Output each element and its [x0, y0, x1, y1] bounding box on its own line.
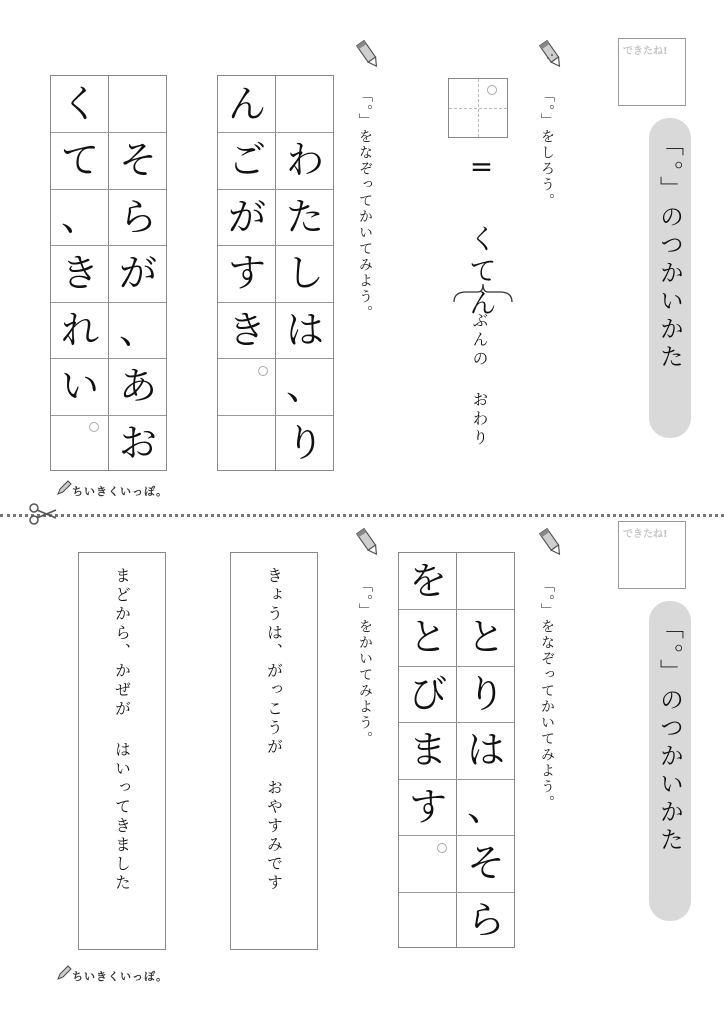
grid-char: い: [60, 363, 99, 408]
done-label: できたね!: [623, 529, 668, 540]
example-box: [448, 78, 508, 138]
grid-char: 、: [60, 194, 99, 239]
grid-char: は: [466, 727, 505, 772]
writing-grid-2: [50, 75, 167, 471]
pencil-icon: [355, 528, 381, 558]
grid-char: あ: [118, 363, 157, 408]
grid-char: 、: [118, 307, 157, 352]
writing-grid-1: [217, 75, 334, 471]
grid-char: き: [227, 307, 266, 352]
grid-char: ま: [408, 727, 447, 772]
grid-char: 、: [466, 784, 505, 829]
example-note: ぶんの おわり: [470, 312, 489, 448]
pencil-icon: [56, 480, 72, 496]
instruction-learn: 「。」をしろう。: [539, 88, 555, 209]
pencil-icon: [56, 965, 72, 981]
grid-char: を: [408, 558, 447, 603]
writing-grid-3: [398, 552, 515, 948]
pencil-icon: [538, 40, 564, 70]
grid-char: が: [227, 194, 266, 239]
grid-char: て: [60, 137, 99, 182]
page-title-bottom: 「。」のつかいかた: [649, 601, 691, 921]
instruction-write: 「。」をかいてみよう。: [357, 578, 373, 747]
done-label: できたね!: [623, 46, 668, 57]
grid-char: り: [285, 420, 324, 465]
grid-char: お: [118, 420, 157, 465]
done-checkbox-bottom[interactable]: [618, 521, 686, 589]
grid-char: す: [227, 250, 266, 295]
grid-char: ら: [118, 194, 157, 239]
grid-char: と: [466, 614, 505, 659]
page-title-top: 「。」のつかいかた: [649, 118, 691, 438]
brand-logo: ちいきくいっぽ。: [72, 485, 168, 498]
grid-char: す: [408, 784, 447, 829]
brace-icon: [452, 282, 514, 304]
sentence-box-1[interactable]: きょうは、がっこうが おやすみです: [230, 552, 318, 950]
grid-char: れ: [60, 307, 99, 352]
grid-char: ら: [466, 897, 505, 942]
grid-char: そ: [466, 840, 505, 885]
grid-char: し: [285, 250, 324, 295]
grid-char: び: [408, 671, 447, 716]
grid-char: り: [466, 671, 505, 716]
cut-line: [0, 514, 724, 517]
done-checkbox-top[interactable]: [618, 38, 686, 106]
pencil-icon: [538, 528, 564, 558]
grid-char: た: [285, 194, 324, 239]
grid-char: わ: [285, 137, 324, 182]
pencil-icon: [355, 40, 381, 70]
example-word: = くてん: [465, 150, 498, 320]
instruction-trace: 「。」をなぞってかいてみよう。: [357, 88, 373, 321]
grid-char: と: [408, 614, 447, 659]
grid-char: ご: [227, 137, 266, 182]
scissors-icon: [28, 503, 58, 525]
sentence-box-2[interactable]: まどから、かぜが はいってきました: [78, 552, 166, 950]
grid-char: が: [118, 250, 157, 295]
grid-char: く: [60, 81, 99, 126]
grid-char: き: [60, 250, 99, 295]
brand-logo: ちいきくいっぽ。: [72, 970, 168, 983]
grid-char: 、: [285, 363, 324, 408]
instruction-trace: 「。」をなぞってかいてみよう。: [539, 578, 555, 811]
grid-char: ん: [227, 81, 266, 126]
grid-char: は: [285, 307, 324, 352]
grid-char: そ: [118, 137, 157, 182]
